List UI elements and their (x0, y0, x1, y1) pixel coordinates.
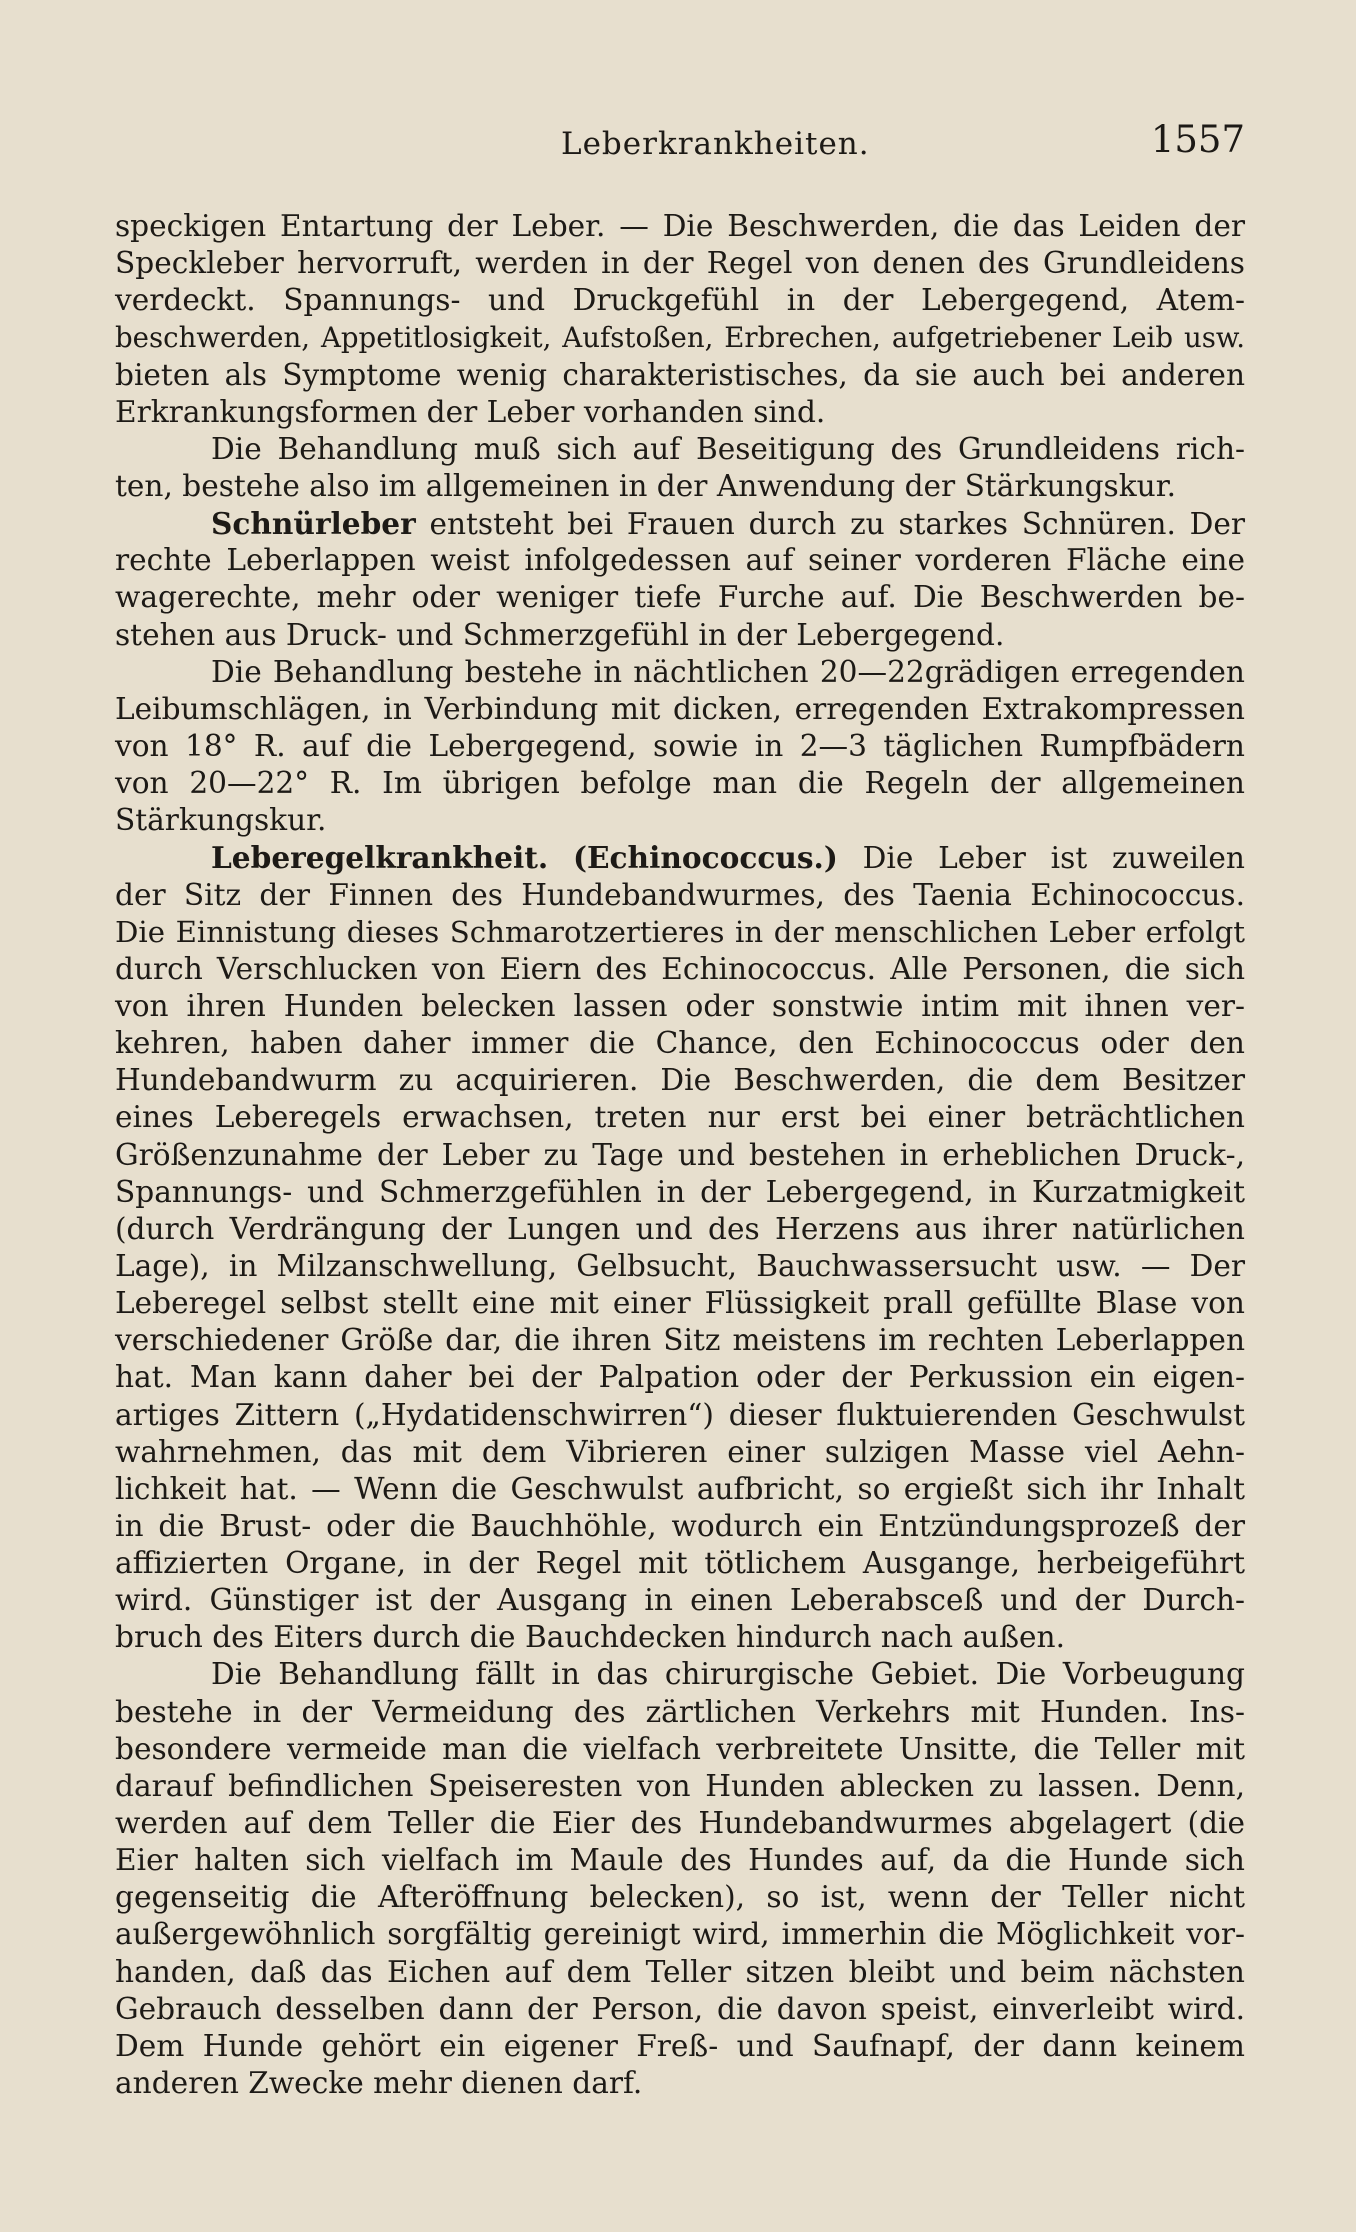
text-line: Leibumschlägen, in Verbindung mit dicken, erregenden Extrakompressen (115, 691, 1245, 726)
text-line: lichkeit hat. — Wenn die Geschwulst aufbricht, so ergießt sich ihr Inhalt (115, 1471, 1245, 1506)
text-line: stehen aus Druck- und Schmerzgefühl in der Lebergegend. (115, 617, 1005, 652)
text-line: Spannungs- und Schmerzgefühlen in der Lebergegend, in Kurzatmigkeit (115, 1174, 1245, 1209)
text-line: Die Behandlung muß sich auf Beseitigung des Grundleidens rich- (211, 431, 1245, 466)
text-line: bruch des Eiters durch die Bauchdecken hindurch nach außen. (115, 1620, 1065, 1655)
body-text (115, 208, 1245, 2102)
text-line: wird. Günstiger ist der Ausgang in einen Leberabsceß und der Durch- (115, 1583, 1245, 1618)
text-line: speckigen Entartung der Leber. — Die Beschwerden, die das Leiden der (115, 209, 1245, 243)
heading-leberegelkrankheit: Leberegelkrankheit. (211, 840, 549, 876)
text-fragment: entsteht bei Frauen durch zu starkes Schnüren. Der (429, 507, 1245, 542)
text-line: Dem Hunde gehört ein eigener Freß- und Saufnapf, der dann keinem (115, 2028, 1245, 2063)
text-line: verschiedener Größe dar, die ihren Sitz meistens im rechten Leberlappen (115, 1323, 1245, 1358)
text-line: von 18° R. auf die Lebergegend, sowie in 2—3 täglichen Rumpfbädern (115, 728, 1245, 763)
text-line: wagerechte, mehr oder weniger tiefe Furche auf. Die Beschwerden be- (115, 580, 1245, 615)
text-fragment: Die Leber ist zuweilen (862, 841, 1245, 876)
text-line: Die Behandlung bestehe in nächtlichen 20—22grädigen erregenden (211, 654, 1245, 689)
text-line: in die Brust- oder die Bauchhöhle, wodurch ein Entzündungsprozeß der (115, 1508, 1245, 1543)
text-line: werden auf dem Teller die Eier des Hundebandwurmes abgelagert (die (115, 1806, 1245, 1841)
text-line: Speckleber hervorruft, werden in der Regel von denen des Grundleidens (115, 246, 1245, 281)
running-title: Leberkrankheiten. (561, 126, 870, 162)
text-line: artiges Zittern („Hydatidenschwirren“) dieser fluktuierenden Geschwulst (115, 1397, 1245, 1432)
text-line: (durch Verdrängung der Lungen und des Herzens aus ihrer natürlichen (115, 1211, 1245, 1246)
text-line: Leberegel selbst stellt eine mit einer Flüssigkeit prall gefüllte Blase von (115, 1286, 1245, 1321)
text-line: der Sitz der Finnen des Hundebandwurmes, des Taenia Echinococcus. (115, 877, 1245, 912)
text-line: außergewöhnlich sorgfältig gereinigt wird, immerhin die Möglichkeit vor- (115, 1917, 1245, 1952)
text-line: handen, daß das Eichen auf dem Teller sitzen bleibt und beim nächsten (115, 1954, 1245, 1989)
text-line: Erkrankungsformen der Leber vorhanden sind. (115, 394, 826, 429)
text-line: Eier halten sich vielfach im Maule des Hundes auf, da die Hunde sich (115, 1843, 1245, 1878)
text-line: beschwerden, Appetitlosigkeit, Aufstoßen, Erbrechen, aufgetriebener Leib usw. (115, 321, 1245, 355)
text-line: darauf befindlichen Speiseresten von Hunden ablecken zu lassen. Denn, (115, 1768, 1245, 1803)
text-line: verdeckt. Spannungs- und Druckgefühl in der Lebergegend, Atem- (115, 283, 1245, 318)
page-number: 1557 (1150, 118, 1245, 161)
text-line: Gebrauch desselben dann der Person, die davon speist, einverleibt wird. (115, 1991, 1245, 2026)
text-line: Stärkungskur. (115, 803, 327, 838)
text-line: bestehe in der Vermeidung des zärtlichen Verkehrs mit Hunden. Ins- (115, 1694, 1245, 1729)
text-line: durch Verschlucken von Eiern des Echinococcus. Alle Personen, die sich (115, 951, 1245, 986)
text-line: bieten als Symptome wenig charakteristisches, da sie auch bei anderen (115, 357, 1245, 392)
text-line: affizierten Organe, in der Regel mit tötlichem Ausgange, herbeigeführt (115, 1546, 1245, 1581)
text-line: ten, bestehe also im allgemeinen in der Anwendung der Stärkungskur. (115, 468, 1177, 503)
text-line: eines Leberegels erwachsen, treten nur erst bei einer beträchtlichen (115, 1100, 1245, 1135)
text-line: hat. Man kann daher bei der Palpation oder der Perkussion ein eigen- (115, 1360, 1245, 1395)
text-line: Die Einnistung dieses Schmarotzertieres in der menschlichen Leber erfolgt (115, 914, 1245, 949)
text-line: Hundebandwurm zu acquirieren. Die Beschwerden, die dem Besitzer (115, 1063, 1245, 1098)
text-line: wahrnehmen, das mit dem Vibrieren einer sulzigen Masse viel Aehn- (115, 1434, 1245, 1469)
text-line: kehren, haben daher immer die Chance, den Echinococcus oder den (115, 1026, 1245, 1061)
text-line: von 20—22° R. Im übrigen befolge man die Regeln der allgemeinen (115, 766, 1245, 801)
text-line: gegenseitig die Afteröffnung belecken), so ist, wenn der Teller nicht (115, 1880, 1245, 1915)
text-line: Die Behandlung fällt in das chirurgische Gebiet. Die Vorbeugung (211, 1657, 1245, 1692)
text-line: anderen Zwecke mehr dienen darf. (115, 2066, 643, 2101)
text-line: Lage), in Milzanschwellung, Gelbsucht, Bauchwassersucht usw. — Der (115, 1248, 1245, 1283)
section-lead-line (115, 505, 1245, 542)
heading-schnuerleber: Schnürleber (211, 506, 416, 542)
text-line: rechte Leberlappen weist infolgedessen auf seiner vorderen Fläche eine (115, 543, 1245, 578)
section-lead-line (115, 839, 1245, 876)
running-head (115, 118, 1245, 168)
text-line: Größenzunahme der Leber zu Tage und bestehen in erheblichen Druck-, (115, 1137, 1245, 1172)
text-line: von ihren Hunden belecken lassen oder sonstwie intim mit ihnen ver- (115, 988, 1245, 1023)
text-line: besondere vermeide man die vielfach verbreitete Unsitte, die Teller mit (115, 1731, 1245, 1766)
heading-latin: (Echinococcus.) (572, 840, 838, 876)
